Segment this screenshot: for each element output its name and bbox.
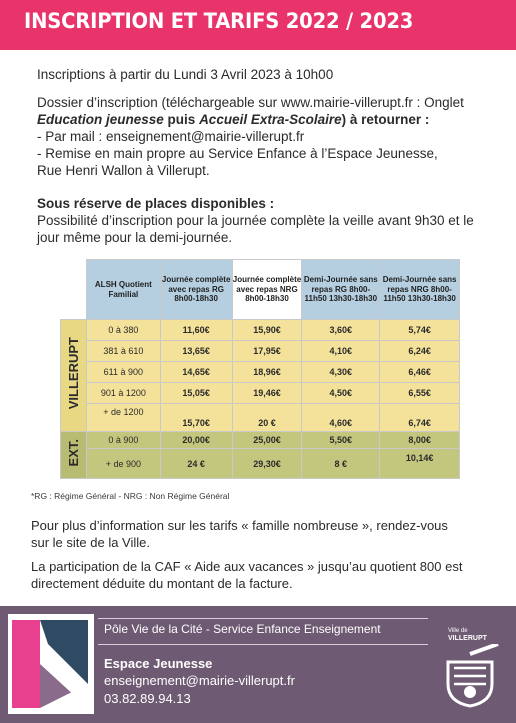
table-cell: 20 €	[232, 404, 302, 432]
footer-service: Pôle Vie de la Cité - Service Enfance Enseignement	[104, 622, 381, 636]
table-row	[61, 449, 460, 479]
table-cell: 4,30€	[302, 362, 380, 383]
table-row	[61, 404, 460, 432]
inscriptions-date: Inscriptions à partir du Lundi 3 Avril 2023 à 10h00	[37, 67, 334, 82]
table-cell: 5,74€	[380, 320, 460, 341]
remise-line-2: Rue Henri Wallon à Villerupt.	[37, 163, 210, 178]
table-cell: 4,60€	[302, 404, 380, 432]
table-cell: 6,46€	[380, 362, 460, 383]
table-cell: 4,50€	[302, 383, 380, 404]
col-demi-nrg: Demi-Journée sans repas NRG 8h00-11h50 13h30-18h30	[380, 260, 460, 320]
group-villerupt	[61, 320, 87, 432]
table-cell: 15,05€	[160, 383, 232, 404]
table-cell: 19,46€	[232, 383, 302, 404]
footer-divider-top	[98, 618, 428, 619]
reserve-line-2: jour même pour la demi-journée.	[37, 230, 233, 245]
col-demi-rg: Demi-Journée sans repas RG 8h00-11h50 13h30-18h30	[302, 260, 380, 320]
footnote: *RG : Régime Général - NRG : Non Régime Général	[31, 491, 230, 501]
table-cell: 0 à 380	[86, 320, 160, 341]
footer-divider-bottom	[98, 644, 428, 645]
tarifs-table	[60, 259, 460, 479]
table-cell: + de 900	[86, 449, 160, 479]
table-cell: 3,60€	[302, 320, 380, 341]
header-bar	[0, 0, 516, 50]
group-villerupt-label: VILLERUPT	[65, 336, 81, 410]
footer-email: enseignement@mairie-villerupt.fr	[104, 673, 295, 688]
mail-line: - Par mail : enseignement@mairie-villerupt.fr	[37, 129, 305, 144]
table-cell: 611 à 900	[86, 362, 160, 383]
table-cell: 901 à 1200	[86, 383, 160, 404]
ville-de-label: Ville de	[448, 628, 468, 634]
table-cell: 11,60€	[160, 320, 232, 341]
table-cell: 13,65€	[160, 341, 232, 362]
ville-villerupt-logo	[440, 628, 510, 714]
k-logo-icon	[8, 614, 94, 714]
famille-line-1: Pour plus d’information sur les tarifs « famille nombreuse », rendez-vous	[31, 518, 448, 533]
espace-jeunesse-logo	[8, 614, 94, 714]
table-cell: 6,55€	[380, 383, 460, 404]
table-cell: 24 €	[160, 449, 232, 479]
footer-phone: 03.82.89.94.13	[104, 691, 191, 706]
table-cell: 29,30€	[232, 449, 302, 479]
table-cell: + de 1200	[86, 404, 160, 432]
dossier-line-1: Dossier d’inscription (téléchargeable sur www.mairie-villerupt.fr : Onglet	[37, 95, 464, 110]
page-title: INSCRIPTION ET TARIFS 2022 / 2023	[24, 9, 414, 33]
table-cell: 5,50€	[302, 432, 380, 449]
table-cell: 4,10€	[302, 341, 380, 362]
table-row	[61, 320, 460, 341]
table-cell: 6,74€	[380, 404, 460, 432]
table-row	[61, 362, 460, 383]
table-cell: 20,00€	[160, 432, 232, 449]
table-cell: 8,00€	[380, 432, 460, 449]
table-header-row	[61, 260, 460, 320]
table-cell: 8 €	[302, 449, 380, 479]
reserve-title: Sous réserve de places disponibles :	[37, 196, 275, 211]
caf-line-2: directement déduite du montant de la facture.	[31, 576, 293, 591]
remise-line-1: - Remise en main propre au Service Enfance à l’Espace Jeunesse,	[37, 146, 438, 161]
table-cell: 18,96€	[232, 362, 302, 383]
table-row	[61, 383, 460, 404]
footer	[0, 606, 516, 723]
onglet-accueil-extra-scolaire: Accueil Extra-Scolaire	[199, 112, 342, 127]
famille-line-2: sur le site de la Ville.	[31, 535, 150, 550]
table-row	[61, 432, 460, 449]
table-corner	[61, 260, 87, 320]
footer-place: Espace Jeunesse	[104, 656, 213, 671]
col-journee-nrg: Journée complète avec repas NRG 8h00-18h30	[232, 260, 302, 320]
table-cell: 17,95€	[232, 341, 302, 362]
dossier-retourner: ) à retourner :	[341, 112, 430, 127]
table-cell: 381 à 610	[86, 341, 160, 362]
col-quotient: ALSH Quotient Familial	[86, 260, 160, 320]
table-cell: 10,14€	[380, 449, 460, 479]
table-cell: 15,70€	[160, 404, 232, 432]
table-cell: 6,24€	[380, 341, 460, 362]
table-cell: 25,00€	[232, 432, 302, 449]
col-journee-rg: Journée complète avec repas RG 8h00-18h30	[160, 260, 232, 320]
table-cell: 15,90€	[232, 320, 302, 341]
onglet-education-jeunesse: Education jeunesse	[37, 112, 164, 127]
villerupt-emblem-icon	[440, 644, 510, 714]
caf-line-1: La participation de la CAF « Aide aux vacances » jusqu’au quotient 800 est	[31, 559, 463, 574]
table-row	[61, 341, 460, 362]
dossier-line-2	[37, 111, 429, 128]
dossier-puis: puis	[163, 112, 200, 127]
villerupt-label: VILLERUPT	[448, 635, 487, 642]
table-cell: 14,65€	[160, 362, 232, 383]
reserve-line-1: Possibilité d’inscription pour la journée complète la veille avant 9h30 et le	[37, 213, 474, 228]
table-cell: 0 à 900	[86, 432, 160, 449]
group-ext-label: EXT.	[65, 438, 81, 467]
group-ext	[61, 432, 87, 479]
